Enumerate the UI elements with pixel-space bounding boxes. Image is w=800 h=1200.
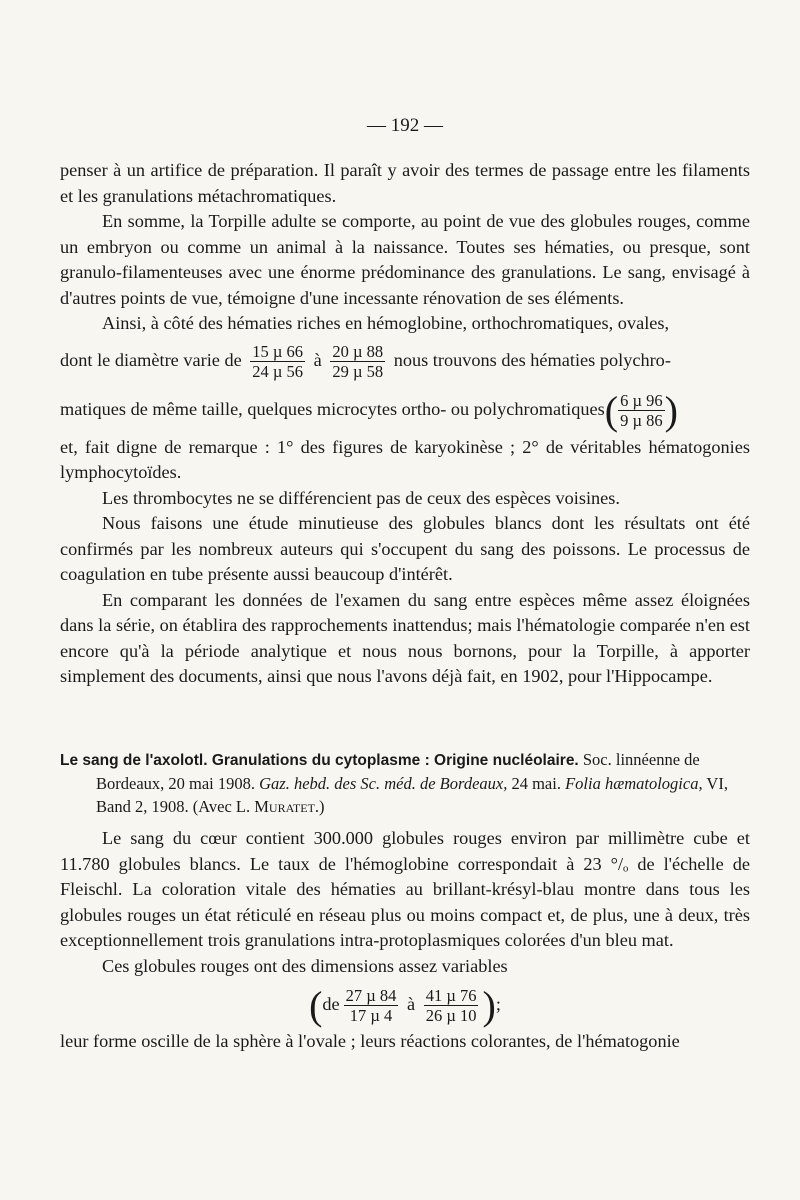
paragraph-3-intro: Ainsi, à côté des hématies riches en hémoglobine, orthochromatiques, ovales, <box>102 313 670 333</box>
paragraph-7: Le sang du cœur contient 300.000 globules rouges environ par millimètre cube et 11.780 globules blancs. Le taux de l'hémoglobine correspondait à 23 °/ₒ de l'échelle de Fleischl. La coloration vitale des hématies au brillant-krésyl-blau montre dans tous les globules rouges un état réticulé en réseau plus ou moins compact et, de plus, une à deux, très exceptionnellement trois granulations intra-protoplasmiques colorées d'un bleu mat. <box>60 828 750 950</box>
paragraph-9: leur forme oscille de la sphère à l'ovale ; leurs réactions colorantes, de l'hématogonie <box>60 1031 680 1051</box>
reference-folia: Folia hæmatologica, <box>565 774 703 793</box>
page-number: — 192 — <box>367 115 443 136</box>
fraction-5 <box>424 986 479 1025</box>
fraction-5-numerator: 41 µ 76 <box>425 986 477 1006</box>
reference-folia-rest: VI, Band 2, 1908. (Avec L. <box>96 774 728 816</box>
fraction-3 <box>618 391 665 430</box>
word-a: à <box>313 349 322 370</box>
fraction-1-numerator: 15 µ 66 <box>252 341 304 361</box>
paren-open-2: ( <box>309 982 323 1028</box>
paren-open: ( <box>604 387 619 433</box>
paragraph-8: Ces globules rouges ont des dimensions assez variables <box>102 955 508 976</box>
polychro-text: nous trouvons des hématies polychro- <box>393 349 671 370</box>
paragraph-4: Les thrombocytes ne se différencient pas de ceux des espèces voisines. <box>102 487 620 508</box>
paragraph-6: En comparant les données de l'examen du sang entre espèces même assez éloignées dans la série, on établira des rapprochements inattendus; mais l'hématologie comparée n'en est encore qu'à la période analytique et nous nous bornons, pour la Torpille, à apporter simplement des documents, ainsi que nous l'avons déjà fait, en 1902, pour l'Hippocampe. <box>60 589 750 686</box>
dimensions-formula <box>60 979 750 1029</box>
body-text-top <box>60 158 750 690</box>
reference-close: .) <box>314 797 325 816</box>
paren-close-2: ) <box>482 982 496 1028</box>
fraction-2-numerator: 20 µ 88 <box>332 341 384 361</box>
reference-entry <box>60 748 750 818</box>
word-a-2: à <box>407 994 416 1014</box>
word-de: de <box>322 994 340 1014</box>
body-text-bottom <box>60 826 750 1055</box>
fraction-3-denominator: 9 µ 86 <box>620 410 663 430</box>
fraction-4-denominator: 17 µ 4 <box>349 1006 393 1026</box>
paragraph-3-line-3 <box>60 383 750 435</box>
fraction-4-numerator: 27 µ 84 <box>345 986 397 1006</box>
fraction-2 <box>330 342 385 381</box>
fraction-3-numerator: 6 µ 96 <box>620 390 663 410</box>
fraction-1 <box>250 342 305 381</box>
paragraph-3-end: et, fait digne de remarque : 1° des figures de karyokinèse ; 2° de véritables hématogonies lymphocytoïdes. <box>60 436 750 482</box>
reference-author: Muratet <box>254 797 315 816</box>
reference-society: Soc. linnéenne de Bordeaux, 20 mai 1908. <box>96 750 700 793</box>
reference-journal: Gaz. hebd. des Sc. méd. de Bordeaux, <box>259 774 508 793</box>
paragraph-3-fraction-line <box>60 337 750 383</box>
paren-close: ) <box>664 387 678 433</box>
fraction-5-denominator: 26 µ 10 <box>425 1006 477 1026</box>
reference-title: Le sang de l'axolotl. Granulations du cytoplasme : Origine nucléolaire. <box>60 752 579 769</box>
diameter-text: dont le diamètre varie de <box>60 349 242 370</box>
bibliographic-reference <box>60 748 750 818</box>
fraction-2-denominator: 29 µ 58 <box>332 361 384 381</box>
semicolon: ; <box>495 994 501 1014</box>
microcytes-text: matiques de même taille, quelques microcytes ortho- ou polychromatiques <box>60 398 605 419</box>
paragraph-5: Nous faisons une étude minutieuse des globules blancs dont les résultats ont été confirmés par les nombreux auteurs qui s'occupent du sang des poissons. Le processus de coagulation en tube présente aussi beaucoup d'intérêt. <box>60 513 750 584</box>
fraction-4 <box>344 986 399 1025</box>
paragraph-2: En somme, la Torpille adulte se comporte, au point de vue des globules rouges, comme un embryon ou comme un animal à la naissance. Toutes ses hématies, ou presque, sont granulo-filamenteuses avec une énorme prédominance des granulations. Le sang, envisagé à d'autres points de vue, témoigne d'une incessante rénovation de ses éléments. <box>60 211 750 308</box>
paragraph-1: penser à un artifice de préparation. Il paraît y avoir des termes de passage entre les filaments et les granulations métachromatiques. <box>60 160 750 206</box>
fraction-1-denominator: 24 µ 56 <box>252 361 304 381</box>
reference-journal-date: 24 mai. <box>511 774 561 793</box>
